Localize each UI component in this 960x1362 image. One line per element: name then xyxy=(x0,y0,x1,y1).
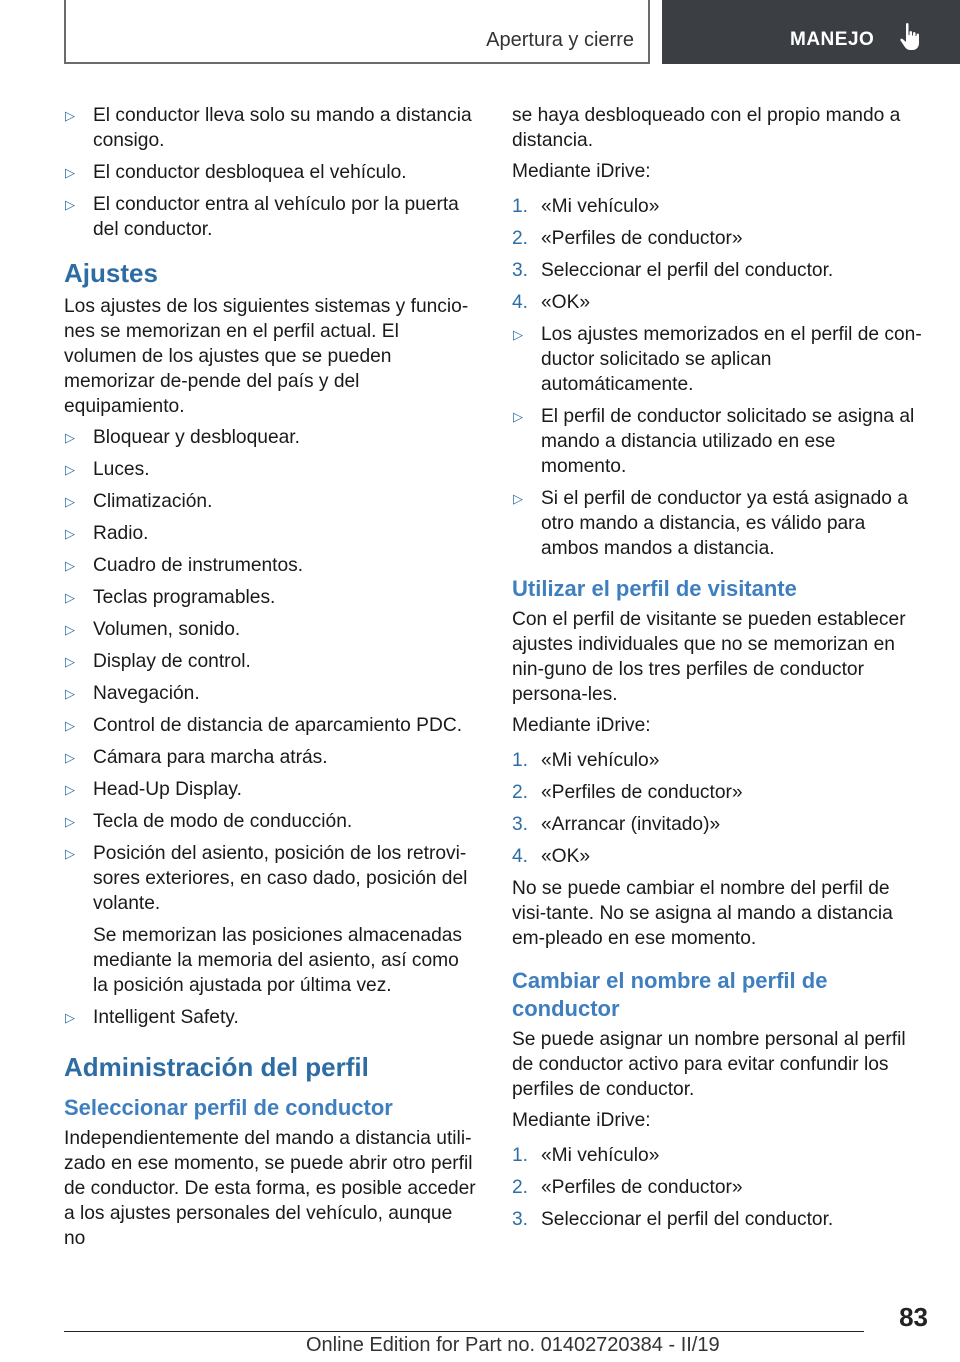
list-item: ▷ El conductor entra al vehículo por la puerta del conductor. xyxy=(65,194,459,240)
triangle-bullet-icon: ▷ xyxy=(65,686,75,701)
triangle-bullet-icon: ▷ xyxy=(513,327,523,342)
step-item: 2. «Perfiles de conductor» xyxy=(512,782,743,803)
section-title: Apertura y cierre xyxy=(486,29,634,51)
list-item: ▷ Posición del asiento, posición de los retrovi-sores exteriores, en caso dado, posición del volante. xyxy=(65,843,468,914)
step-item: 2. «Perfiles de conductor» xyxy=(512,228,743,249)
idrive-label: Mediante iDrive: xyxy=(512,1110,651,1131)
subheading-perfil-visitante: Utilizar el perfil de visitante xyxy=(512,576,797,601)
idrive-label: Mediante iDrive: xyxy=(512,161,651,182)
triangle-bullet-icon: ▷ xyxy=(65,654,75,669)
triangle-bullet-icon: ▷ xyxy=(65,846,75,861)
triangle-bullet-icon: ▷ xyxy=(65,590,75,605)
step-item: 4. «OK» xyxy=(512,292,591,313)
step-item: 3. Seleccionar el perfil del conductor. xyxy=(512,1209,834,1230)
triangle-bullet-icon: ▷ xyxy=(65,1010,75,1025)
list-item: ▷ Cuadro de instrumentos. xyxy=(65,555,304,576)
step-item: 1. «Mi vehículo» xyxy=(512,1145,660,1166)
cambiar-nombre-intro: Se puede asignar un nombre personal al perfil de conductor activo para evitar confundir los perfiles de conductor. xyxy=(512,1029,906,1100)
chapter-title: MANEJO xyxy=(790,29,875,50)
triangle-bullet-icon: ▷ xyxy=(65,814,75,829)
triangle-bullet-icon: ▷ xyxy=(65,494,75,509)
list-item: ▷ Cámara para marcha atrás. xyxy=(65,747,328,768)
right-column xyxy=(512,103,924,1239)
triangle-bullet-icon: ▷ xyxy=(65,718,75,733)
page-header xyxy=(0,0,960,66)
idrive-label: Mediante iDrive: xyxy=(512,715,651,736)
triangle-bullet-icon: ▷ xyxy=(513,409,523,424)
list-item-note: Se memorizan las posiciones almacenadas mediante la memoria del asiento, así como la posición ajustada por última vez. xyxy=(93,925,463,996)
triangle-bullet-icon: ▷ xyxy=(65,782,75,797)
list-item: ▷ Head-Up Display. xyxy=(65,779,242,800)
page-number: 83 xyxy=(899,1302,928,1332)
footer-divider xyxy=(64,1331,864,1332)
list-item: ▷ Display de control. xyxy=(65,651,251,672)
list-item: ▷ El conductor desbloquea el vehículo. xyxy=(65,162,407,183)
triangle-bullet-icon: ▷ xyxy=(65,430,75,445)
step-item: 1. «Mi vehículo» xyxy=(512,750,660,771)
section-tab xyxy=(64,0,650,64)
list-item: ▷ Bloquear y desbloquear. xyxy=(65,427,300,448)
step-item: 3. Seleccionar el perfil del conductor. xyxy=(512,260,834,281)
list-item: ▷ Volumen, sonido. xyxy=(65,619,241,640)
seleccionar-perfil-text: Independientemente del mando a distancia utili-zado en ese momento, se puede abrir otro perfil de conductor. De esta forma, es posible acceder a los ajustes personales del vehículo, aunque no xyxy=(64,1128,476,1249)
chapter-tab xyxy=(662,0,960,64)
step-item: 2. «Perfiles de conductor» xyxy=(512,1177,743,1198)
list-item: ▷ Tecla de modo de conducción. xyxy=(65,811,353,832)
ajustes-intro: Los ajustes de los siguientes sistemas y funcio-nes se memorizan en el perfil actual. El volumen de los ajustes que se pueden memorizar de-pende del país y del equipamiento. xyxy=(64,296,469,417)
triangle-bullet-icon: ▷ xyxy=(513,491,523,506)
triangle-bullet-icon: ▷ xyxy=(65,165,75,180)
heading-ajustes: Ajustes xyxy=(64,258,158,288)
triangle-bullet-icon: ▷ xyxy=(65,622,75,637)
list-item: ▷ Si el perfil de conductor ya está asignado a otro mando a distancia, es válido para ambos mandos a distancia. xyxy=(513,488,908,559)
subheading-seleccionar-perfil: Seleccionar perfil de conductor xyxy=(64,1095,393,1120)
list-item: ▷ Los ajustes memorizados en el perfil de con-ductor solicitado se aplican automáticamente. xyxy=(513,324,922,395)
triangle-bullet-icon: ▷ xyxy=(65,108,75,123)
triangle-bullet-icon: ▷ xyxy=(65,526,75,541)
triangle-bullet-icon: ▷ xyxy=(65,558,75,573)
left-column xyxy=(64,103,476,1257)
list-item: ▷ Navegación. xyxy=(65,683,200,704)
list-item: ▷ Luces. xyxy=(65,459,150,480)
list-item: ▷ El perfil de conductor solicitado se asigna al mando a distancia utilizado en ese momento. xyxy=(513,406,915,477)
continuation-text: se haya desbloqueado con el propio mando a distancia. xyxy=(512,105,901,151)
step-item: 4. «OK» xyxy=(512,846,591,867)
triangle-bullet-icon: ▷ xyxy=(65,462,75,477)
list-item: ▷ Teclas programables. xyxy=(65,587,276,608)
list-item: ▷ Control de distancia de aparcamiento PDC. xyxy=(65,715,463,736)
step-item: 3. «Arrancar (invitado)» xyxy=(512,814,721,835)
triangle-bullet-icon: ▷ xyxy=(65,750,75,765)
footer-edition: Online Edition for Part no. 01402720384 - II/19 xyxy=(306,1334,720,1356)
step-item: 1. «Mi vehículo» xyxy=(512,196,660,217)
list-item: ▷ Intelligent Safety. xyxy=(65,1007,239,1028)
list-item: ▷ El conductor lleva solo su mando a distancia consigo. xyxy=(65,105,472,151)
list-item: ▷ Radio. xyxy=(65,523,149,544)
list-item: ▷ Climatización. xyxy=(65,491,213,512)
pointing-hand-icon xyxy=(898,22,924,52)
heading-admin-perfil: Administración del perfil xyxy=(64,1052,369,1082)
visitante-note: No se puede cambiar el nombre del perfil de visi-tante. No se asigna al mando a distancia em-pleado en ese momento. xyxy=(512,878,893,949)
triangle-bullet-icon: ▷ xyxy=(65,197,75,212)
visitante-intro: Con el perfil de visitante se pueden establecer ajustes individuales que no se memorizan en nin-guno de los tres perfiles de conductor persona-les. xyxy=(512,609,906,705)
subheading-cambiar-nombre: Cambiar el nombre al perfil de conductor xyxy=(512,968,828,1021)
